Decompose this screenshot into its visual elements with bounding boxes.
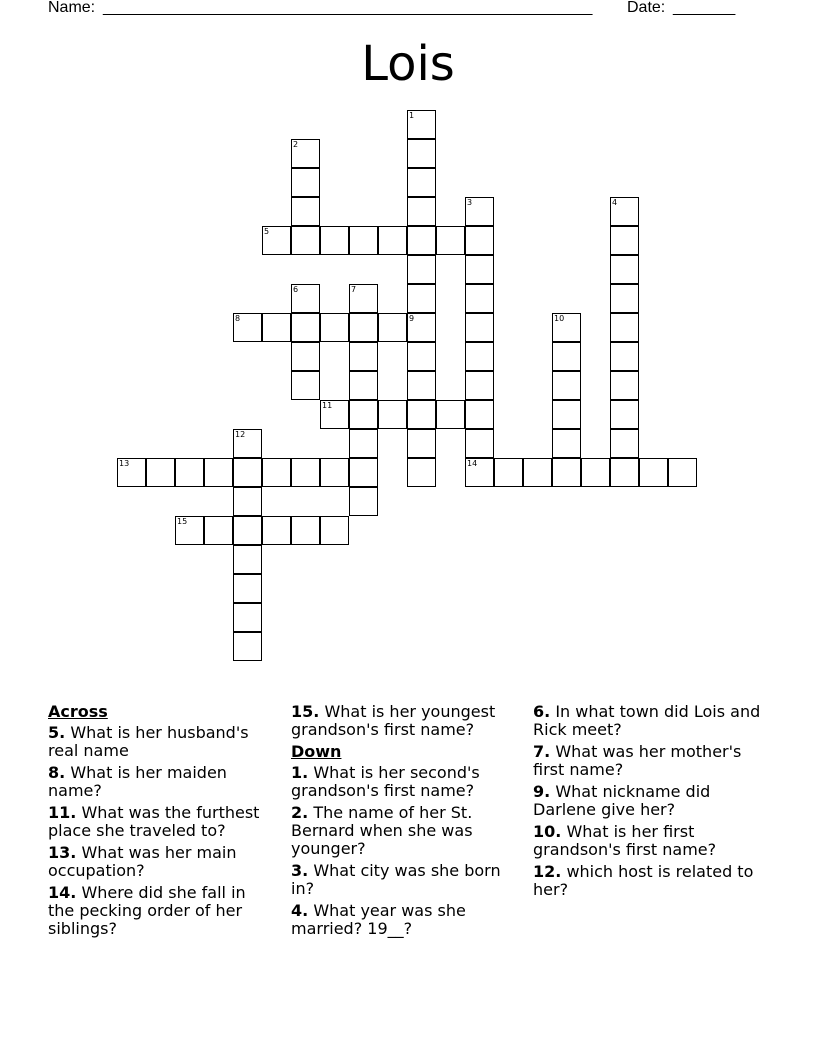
grid-cell[interactable]	[233, 603, 262, 632]
clue-number-label: 8	[235, 314, 241, 323]
grid-cell[interactable]	[610, 429, 639, 458]
clue-number-label: 15	[177, 517, 188, 526]
clue-text: What was her main occupation?	[48, 843, 237, 880]
clue-down-4	[291, 902, 519, 938]
grid-cell[interactable]	[407, 226, 436, 255]
clue-text: which host is related to her?	[533, 862, 754, 899]
grid-cell[interactable]	[552, 371, 581, 400]
clue-number: 13.	[48, 843, 77, 862]
clue-number-label: 4	[612, 198, 618, 207]
grid-cell[interactable]	[552, 458, 581, 487]
grid-cell[interactable]	[465, 342, 494, 371]
clue-number-label: 7	[351, 285, 357, 294]
clue-down-2	[291, 804, 519, 858]
clue-number-label: 14	[467, 459, 478, 468]
grid-cell[interactable]	[349, 429, 378, 458]
grid-cell[interactable]	[233, 458, 262, 487]
grid-cell[interactable]	[233, 632, 262, 661]
clue-number: 10.	[533, 822, 562, 841]
grid-cell[interactable]	[407, 197, 436, 226]
grid-cell[interactable]	[610, 400, 639, 429]
clue-down-9	[533, 783, 761, 819]
date-blank[interactable]: _______	[673, 0, 736, 16]
date-label: Date:	[627, 0, 666, 16]
clue-number-label: 2	[293, 140, 299, 149]
clue-across-5	[48, 724, 276, 760]
grid-cell[interactable]	[523, 458, 552, 487]
clue-text: Where did she fall in the pecking order of her siblings?	[48, 883, 246, 938]
grid-cell[interactable]	[436, 226, 465, 255]
clue-number: 1.	[291, 763, 309, 782]
clue-number-label: 3	[467, 198, 473, 207]
grid-cell[interactable]	[465, 313, 494, 342]
clue-number-label: 6	[293, 285, 299, 294]
grid-cell[interactable]	[233, 545, 262, 574]
clue-text: What is her maiden name?	[48, 763, 227, 800]
grid-cell[interactable]	[407, 429, 436, 458]
grid-cell[interactable]	[552, 400, 581, 429]
clue-number-label: 9	[409, 314, 415, 323]
clue-text: What city was she born in?	[291, 861, 501, 898]
grid-cell[interactable]	[378, 226, 407, 255]
grid-cell[interactable]	[494, 458, 523, 487]
clue-number: 7.	[533, 742, 551, 761]
clue-across-11	[48, 804, 276, 840]
grid-cell[interactable]	[465, 255, 494, 284]
clue-down-10	[533, 823, 761, 859]
name-label: Name:	[48, 0, 96, 16]
grid-cell[interactable]	[610, 313, 639, 342]
grid-cell[interactable]	[407, 458, 436, 487]
clue-number-label: 5	[264, 227, 270, 236]
clue-text: What is her youngest grandson's first name?	[291, 702, 496, 739]
grid-cell[interactable]	[552, 342, 581, 371]
clue-number: 3.	[291, 861, 309, 880]
page-title: Lois	[361, 36, 455, 92]
grid-cell[interactable]	[204, 458, 233, 487]
grid-cell[interactable]	[378, 400, 407, 429]
clues-column-1	[48, 703, 276, 942]
clue-text: What was her mother's first name?	[533, 742, 742, 779]
clue-text: What year was she married? 19__?	[291, 901, 466, 938]
grid-cell[interactable]	[378, 313, 407, 342]
grid-cell[interactable]	[233, 516, 262, 545]
clue-text: What nickname did Darlene give her?	[533, 782, 711, 819]
grid-cell[interactable]	[349, 226, 378, 255]
grid-cell[interactable]	[320, 226, 349, 255]
clue-text: What was the furthest place she traveled to?	[48, 803, 260, 840]
grid-cell[interactable]	[407, 371, 436, 400]
grid-cell[interactable]	[291, 313, 320, 342]
grid-cell[interactable]	[291, 226, 320, 255]
clue-text: What is her husband's real name	[48, 723, 249, 760]
grid-cell[interactable]	[407, 400, 436, 429]
clue-down-1	[291, 764, 519, 800]
clue-number-label: 11	[322, 401, 333, 410]
grid-cell[interactable]	[146, 458, 175, 487]
clues-column-2	[291, 703, 519, 942]
clue-down-3	[291, 862, 519, 898]
grid-cell[interactable]	[465, 284, 494, 313]
clue-number: 15.	[291, 702, 320, 721]
down-heading: Down	[291, 742, 342, 761]
clue-text: In what town did Lois and Rick meet?	[533, 702, 761, 739]
clue-number: 5.	[48, 723, 66, 742]
clue-number-label: 10	[554, 314, 565, 323]
grid-cell[interactable]	[581, 458, 610, 487]
grid-cell[interactable]	[262, 516, 291, 545]
grid-cell[interactable]	[465, 429, 494, 458]
clue-number-label: 12	[235, 430, 246, 439]
clue-number: 8.	[48, 763, 66, 782]
grid-cell[interactable]	[291, 342, 320, 371]
grid-cell[interactable]	[349, 487, 378, 516]
clue-number: 11.	[48, 803, 77, 822]
grid-cell[interactable]	[320, 313, 349, 342]
clue-text: What is her second's grandson's first name?	[291, 763, 480, 800]
grid-cell[interactable]	[291, 197, 320, 226]
grid-cell[interactable]	[668, 458, 697, 487]
grid-cell[interactable]	[262, 458, 291, 487]
clue-down-7	[533, 743, 761, 779]
grid-cell[interactable]	[349, 313, 378, 342]
clues-column-3	[533, 703, 761, 903]
grid-cell[interactable]	[349, 458, 378, 487]
grid-cell[interactable]	[552, 429, 581, 458]
clue-number: 12.	[533, 862, 562, 881]
clue-text: The name of her St. Bernard when she was younger?	[291, 803, 473, 858]
clue-number: 9.	[533, 782, 551, 801]
grid-cell[interactable]	[175, 458, 204, 487]
clue-down-12	[533, 863, 761, 899]
grid-cell[interactable]	[204, 516, 233, 545]
grid-cell[interactable]	[320, 458, 349, 487]
grid-cell[interactable]	[610, 342, 639, 371]
clue-number-label: 13	[119, 459, 130, 468]
across-heading: Across	[48, 702, 108, 721]
grid-cell[interactable]	[291, 516, 320, 545]
clue-text: What is her first grandson's first name?	[533, 822, 717, 859]
grid-cell[interactable]	[320, 516, 349, 545]
grid-cell[interactable]	[407, 255, 436, 284]
grid-cell[interactable]	[407, 139, 436, 168]
grid-cell[interactable]	[610, 226, 639, 255]
grid-cell[interactable]	[262, 313, 291, 342]
clue-down-6	[533, 703, 761, 739]
clue-number-label: 1	[409, 111, 415, 120]
clue-number: 4.	[291, 901, 309, 920]
grid-cell[interactable]	[407, 168, 436, 197]
grid-cell[interactable]	[349, 342, 378, 371]
grid-cell[interactable]	[291, 371, 320, 400]
grid-cell[interactable]	[610, 458, 639, 487]
grid-cell[interactable]	[349, 400, 378, 429]
grid-cell[interactable]	[407, 342, 436, 371]
grid-cell[interactable]	[233, 574, 262, 603]
clue-across-15	[291, 703, 519, 739]
name-blank[interactable]: _______________________________________________________	[103, 0, 593, 16]
grid-cell[interactable]	[465, 371, 494, 400]
grid-cell[interactable]	[610, 255, 639, 284]
clue-across-8	[48, 764, 276, 800]
grid-cell[interactable]	[349, 371, 378, 400]
grid-cell[interactable]	[291, 168, 320, 197]
grid-cell[interactable]	[465, 400, 494, 429]
grid-cell[interactable]	[407, 284, 436, 313]
clue-across-13	[48, 844, 276, 880]
grid-cell[interactable]	[610, 284, 639, 313]
clue-number: 2.	[291, 803, 309, 822]
grid-cell[interactable]	[436, 400, 465, 429]
grid-cell[interactable]	[610, 371, 639, 400]
grid-cell[interactable]	[465, 226, 494, 255]
grid-cell[interactable]	[291, 458, 320, 487]
grid-cell[interactable]	[233, 487, 262, 516]
clue-number: 6.	[533, 702, 551, 721]
grid-cell[interactable]	[639, 458, 668, 487]
clue-number: 14.	[48, 883, 77, 902]
clue-across-14	[48, 884, 276, 938]
